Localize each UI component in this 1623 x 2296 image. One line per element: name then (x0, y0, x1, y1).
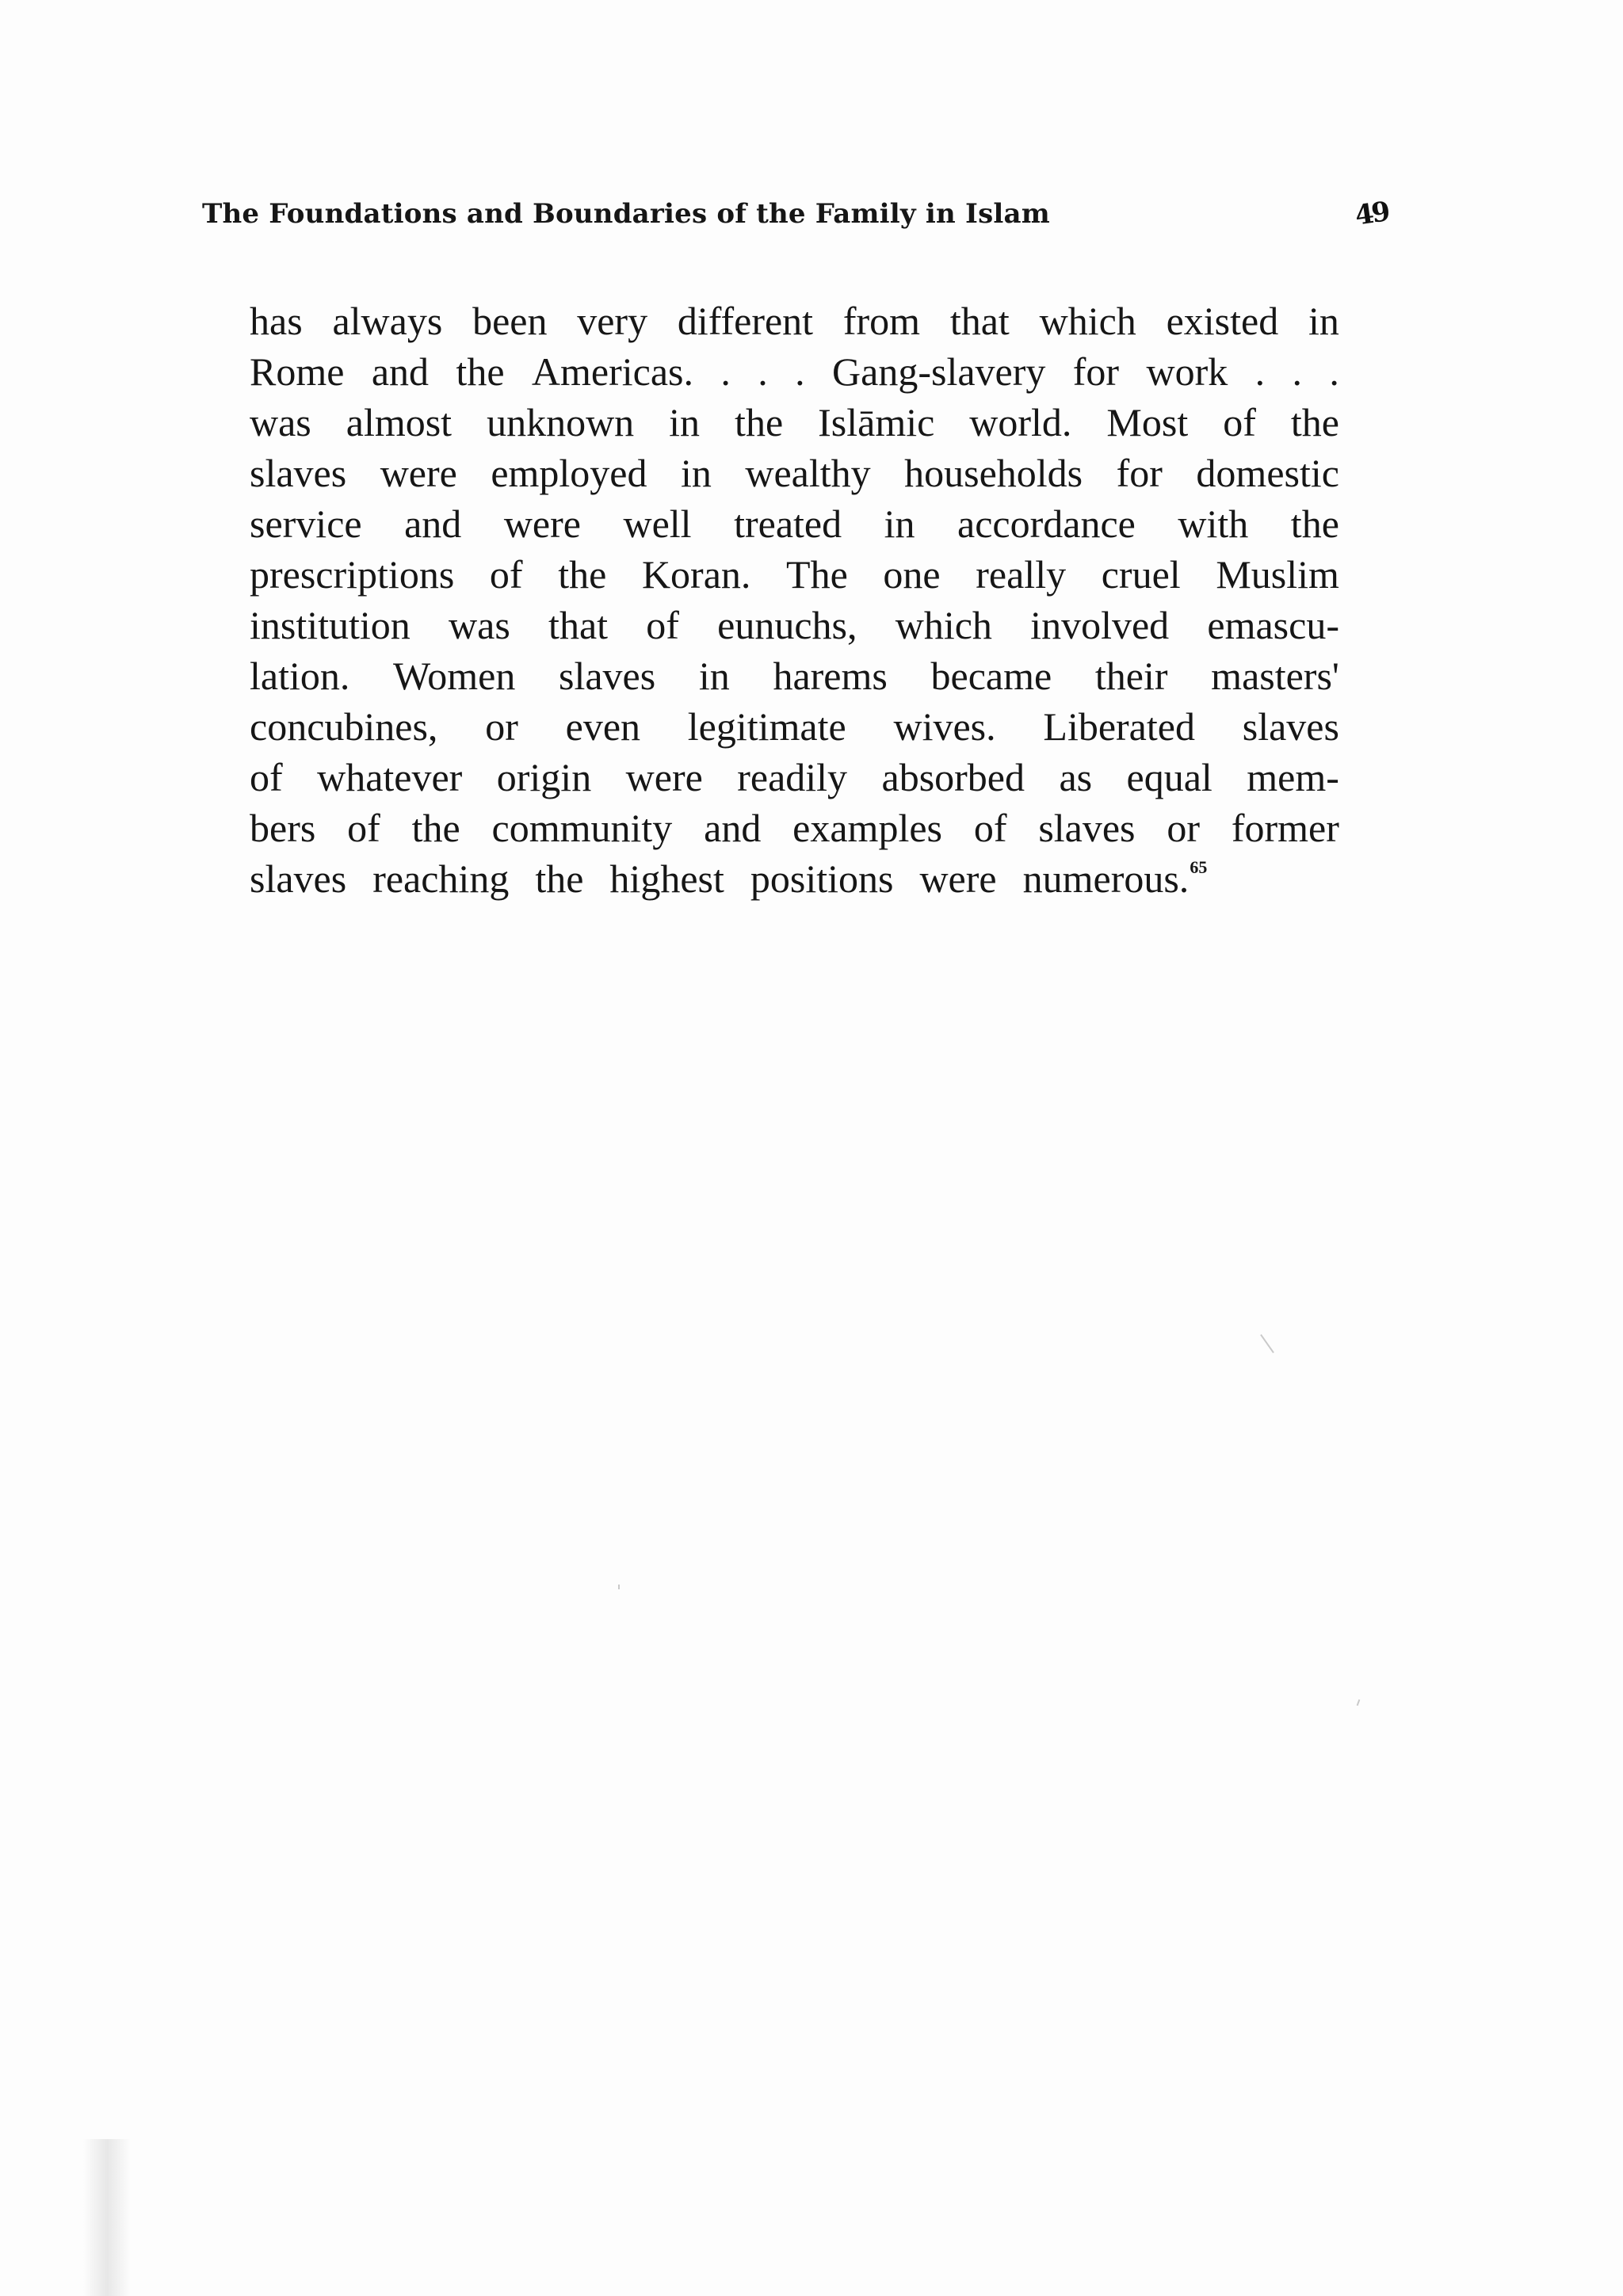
text-line: prescriptions of the Koran. The one really cruel Muslim (250, 552, 1339, 597)
scan-speck (1357, 1699, 1361, 1706)
text-line: has always been very different from that which existed in (250, 299, 1339, 343)
text-line: bers of the community and examples of slaves or former (250, 806, 1339, 850)
footnote-marker: 65 (1190, 857, 1208, 877)
text-line: slaves were employed in wealthy households for domestic (250, 451, 1339, 495)
running-head (202, 192, 1391, 239)
text-line: was almost unknown in the Islāmic world. Most of the (250, 400, 1339, 444)
text-line: concubines, or even legitimate wives. Liberated slaves (250, 704, 1339, 749)
text-line: institution was that of eunuchs, which involved emascu- (250, 603, 1339, 647)
scan-speck (618, 1585, 620, 1589)
scan-speck (1260, 1334, 1274, 1353)
text-line: of whatever origin were readily absorbed as equal mem- (250, 755, 1339, 799)
text-line: lation. Women slaves in harems became their masters' (250, 654, 1339, 698)
running-title: The Foundations and Boundaries of the Family in Islam (202, 198, 1050, 230)
page-number: 49 (1353, 196, 1390, 232)
body-text (250, 296, 1339, 904)
scan-edge-shadow (83, 2139, 131, 2296)
text-line: slaves reaching the highest positions were numerous.$^{65}$ (250, 856, 1208, 901)
text-line: service and were well treated in accordance with the (250, 502, 1339, 546)
text-line: Rome and the Americas. . . . Gang-slavery for work . . . (250, 349, 1339, 394)
